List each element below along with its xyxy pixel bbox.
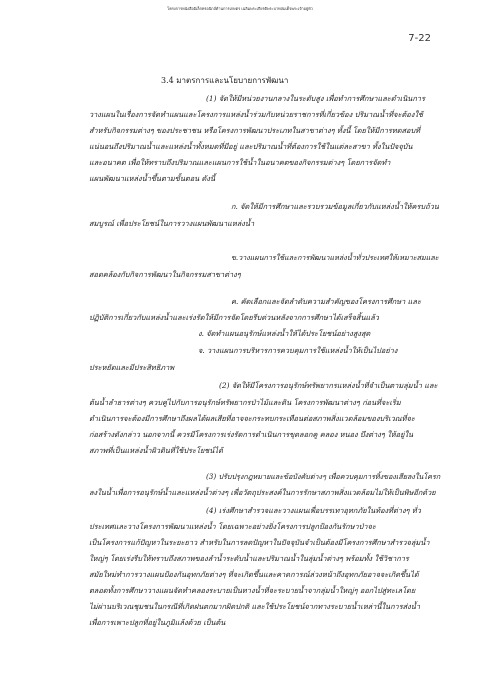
paragraph-line: ไม่ผ่านบริเวณชุมชนในกรณีที่เกิดฝนตกมากผิดปกติ และใช้ประโยชน์จากทางระบายน้ำเหล่านี้ในการส่งน้ำ xyxy=(89,602,420,611)
paragraph-line: และอนาคต เพื่อให้ทราบถึงปริมาณและแผนการใช้น้ำในอนาคตของกิจกรรมต่างๆ โดยการจัดทำ xyxy=(89,158,391,167)
paragraph-line: ใหญ่ๆ โดยเร่งรีบให้ทราบถึงสภาพของลำน้ำระดับน้ำและปริมาณน้ำในลุ่มน้ำต่างๆ พร้อมทั้ง ใช้วิชาการ xyxy=(89,554,409,563)
paragraph-line: สภาพที่เป็นแหล่งน้ำผิวดินที่ใช้ประโยชน์ได้ xyxy=(89,446,223,455)
paragraph-line: (1) จัดให้มีหน่วยงานกลางในระดับสูง เพื่อทำการศึกษาและดำเนินการ xyxy=(206,94,425,103)
paragraph-line: แน่นอนถึงปริมาณน้ำและแหล่งน้ำทั้งหมดที่มีอยู่ และปริมาณน้ำที่ต้องการใช้ในแต่ละสาขา ทั้งในปัจจุบัน xyxy=(89,142,413,151)
list-item-line: จ. วางแผนการบริหารการควบคุมการใช้แหล่งน้ำให้เป็นไปอย่าง xyxy=(198,346,398,355)
paragraph-line: ลงในน้ำเพื่อการอนุรักษ์น้ำและแหล่งน้ำต่างๆ เพื่อวัตถุประสงค์ในการรักษาสภาพสิ่งแวดล้อมไม่ให้เป็นพิษอีกด้วย xyxy=(89,488,436,497)
paragraph-line: แผนพัฒนาแหล่งน้ำขึ้นตามขั้นตอน ดังนี้ xyxy=(89,174,216,183)
list-item-line: ประหยัดและมีประสิทธิภาพ xyxy=(89,363,175,372)
paragraph-line: ตลอดทั้งการศึกษาวางแผนจัดทำคลองระบายเป็นทางน้ำที่จะระบายน้ำจากลุ่มน้ำใหญ่ๆ ออกไปสู่ทะเลโดย xyxy=(89,586,416,595)
paragraph-line: (2) จัดให้มีโครงการอนุรักษ์ทรัพยากรแหล่งน้ำที่จำเป็นตามลุ่มน้ำ และ xyxy=(219,381,438,390)
paragraph-line: สมัยใหม่ทำการวางแผนป้องกันอุทกภัยต่างๆ ที่จะเกิดขึ้นและคาดการณ์ล่วงหน้าถึงอุทกภัยอาจจะเกิดขึ้นได้ xyxy=(89,570,419,579)
paragraph-line: ดำเนินการจะต้องมีการศึกษาถึงผลได้ผลเสียที่อาจจะกระทบกระเทือนต่อสภาพสิ่งแวดล้อมของบริเวณที่จะ xyxy=(89,414,415,423)
section-title: 3.4 มาตรการและนโยบายการพัฒนา xyxy=(161,76,289,85)
list-item-line: สอดคล้องกับกิจการพัฒนาในกิจกรรมสาขาต่างๆ xyxy=(89,270,241,279)
paragraph-line: ประเทศและวางโครงการพัฒนาแหล่งน้ำ โดยเฉพาะอย่างยิ่งโครงการปลูกป้องกันรักษาป่าจะ xyxy=(89,522,376,531)
paragraph-line: เพื่อการเพาะปลูกที่อยู่ในภูมิแล้งด้วย เป็นต้น xyxy=(89,618,226,627)
paragraph-line: เป็นโครงการแก้ปัญหาในระยะยาว สำหรับในการลดปัญหาในปัจจุบันจำเป็นต้องมีโครงการศึกษาสำรวจลุ่มน้ำ xyxy=(89,538,430,547)
list-item-line: ปฏิบัติการเกี่ยวกับแหล่งน้ำและเร่งรัดให้มีการจัดโดยรีบด่วนหลังจากการศึกษาได้เสร็จสิ้นแล้ว xyxy=(89,313,379,322)
list-item-line: ค. คัดเลือกและจัดลำดับความสำคัญของโครงการศึกษา และ xyxy=(231,297,421,306)
page-number: 7-22 xyxy=(408,33,431,44)
paragraph-line: วางแผนในเรื่องการจัดทำแผนและโครงการแหล่งน้ำร่วมกับหน่วยราชการที่เกี่ยวข้อง ปริมาณน้ำที่จะต้องใช้ xyxy=(89,110,423,119)
list-item-line: ข.วางแผนการใช้และการพัฒนาแหล่งน้ำทั่วประเทศให้เหมาะสมและ xyxy=(231,253,439,262)
paragraph-line: สำหรับกิจกรรมต่างๆ ของประชาชน หรือโครงการพัฒนาประเภทในสาขาต่างๆ ทั้งนี้ โดยให้มีการทดสอบที่ xyxy=(89,126,421,135)
paragraph-line: (3) ปรับปรุงกฎหมายและข้อบังคับต่างๆ เพื่อควบคุมการทิ้งของเสียลงในโครก xyxy=(206,472,441,481)
paragraph-line: ต้นน้ำลำธารต่างๆ ควบคู่ไปกับการอนุรักษ์ทรัพยากรป่าไม้และดิน โครงการพัฒนาต่างๆ ก่อนที่จะเริ่ม xyxy=(89,398,401,407)
list-item-line: ก. จัดให้มีการศึกษาและรวบรวมข้อมูลเกี่ยวกับแหล่งน้ำให้ครบถ้วน xyxy=(231,202,439,211)
paragraph-line: (4) เร่งศึกษาสำรวจและวางแผนเพื่อบรรเทาอุทกภัยในท้องที่ต่างๆ ทั่ว xyxy=(206,506,421,515)
list-item-line: ง. จัดทำแผนอนุรักษ์แหล่งน้ำให้ได้ประโยชน์อย่างสูงสุด xyxy=(198,329,371,338)
page-header-title: โครงการหนังสืออิเล็กทรอนิกส์ด้านการเกษตร เฉลิมพระเกียรติพระบาทสมเด็จพระเจ้าอยู่หัว xyxy=(167,6,313,11)
list-item-line: สมบูรณ์ เพื่อประโยชน์ในการวางแผนพัฒนาแหล่งน้ำ xyxy=(89,219,255,228)
paragraph-line: ก่อสร้างดังกล่าว นอกจากนี้ ควรมีโครงการเร่งรัดการดำเนินการขุดลอกคู คลอง หนอง บึงต่างๆ ให้อยู่ใน xyxy=(89,430,414,439)
